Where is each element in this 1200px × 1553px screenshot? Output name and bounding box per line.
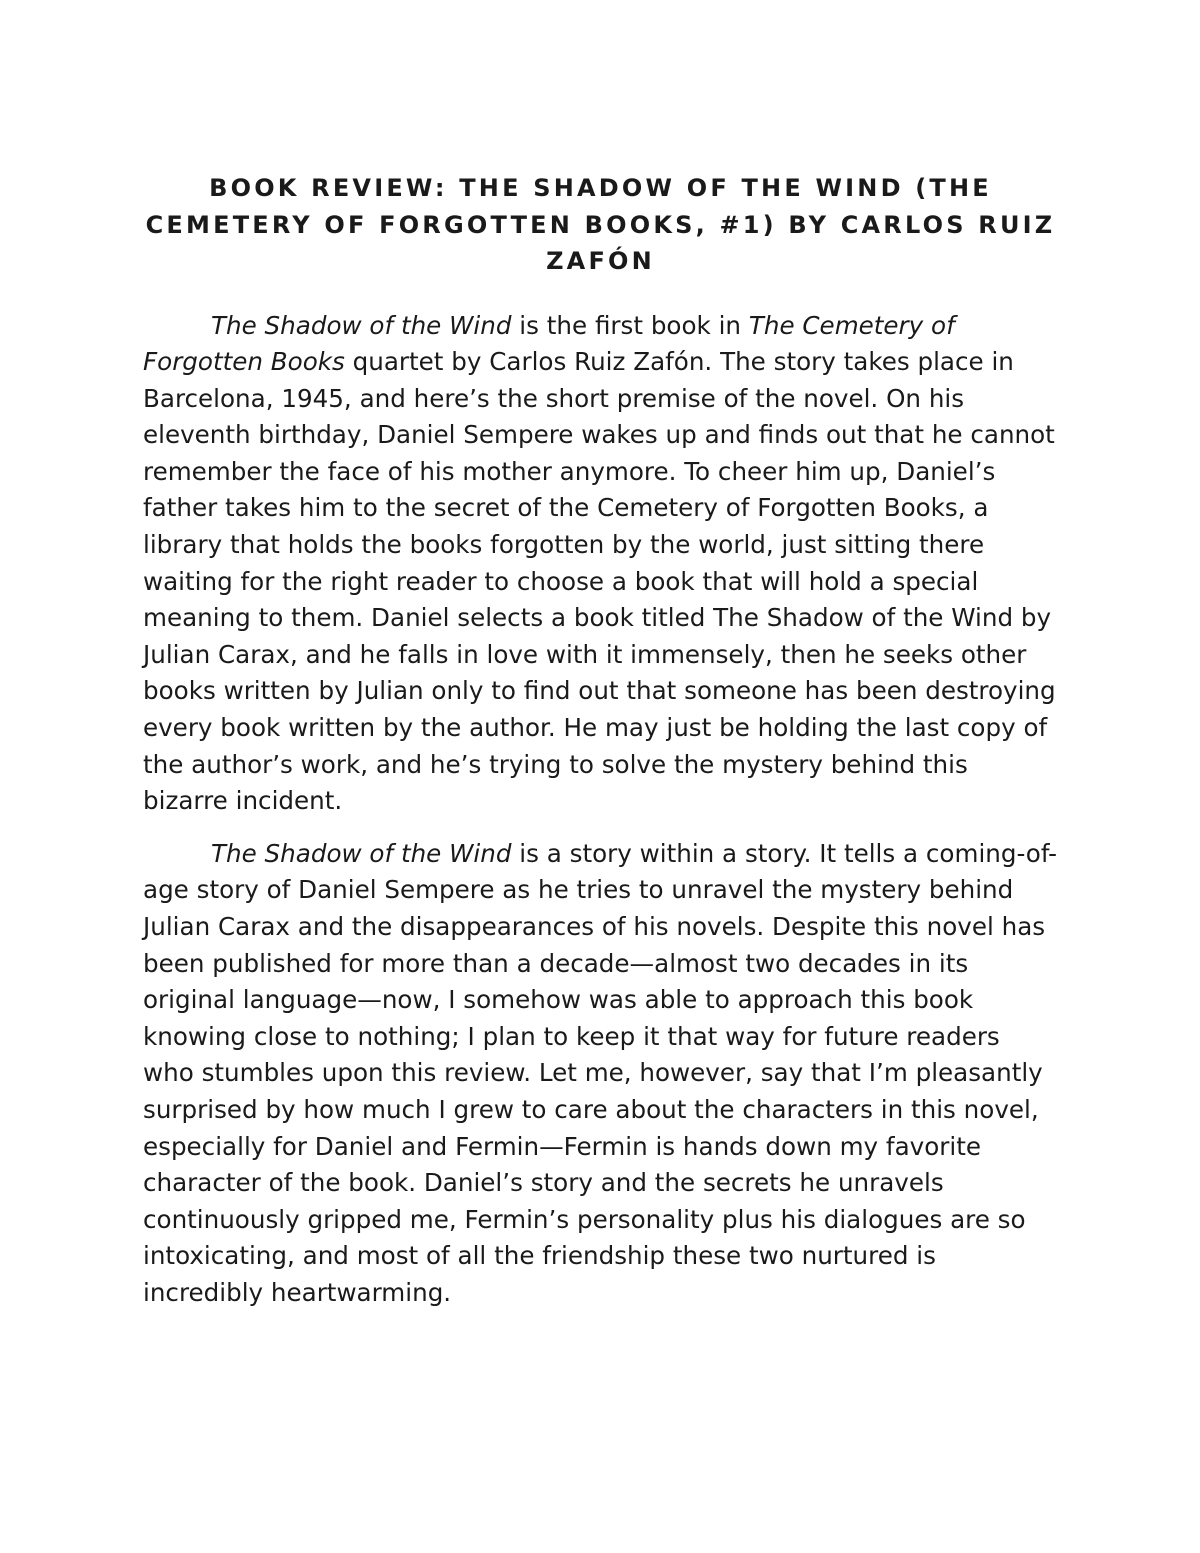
book-title-italic: The Shadow of the Wind [211, 310, 512, 340]
series-title-italic: The Cemetery of Forgotten Books [143, 310, 955, 377]
document-title: BOOK REVIEW: THE SHADOW OF THE WIND (THE CEMETERY OF FORGOTTEN BOOKS, #1) BY CARLOS RUIZ ZAFÓN [145, 174, 1056, 275]
review-paragraph-2 [143, 836, 1058, 1312]
document-body [143, 170, 1058, 1328]
paragraph-text: quartet by Carlos Ruiz Zafón. The story takes place in Barcelona, 1945, and here’s the short premise of the novel. On his eleventh birthday, Daniel Sempere wakes up and finds out that he cannot remember the face of his mother anymore. To cheer him up, Daniel’s father takes him to the secret of the Cemetery of Forgotten Books, a library that holds the books forgotten by the world, just sitting there waiting for the right reader to choose a book that will hold a special meaning to them. Daniel selects a book titled The Shadow of the Wind by Julian Carax, and he falls in love with it immensely, then he seeks other books written by Julian only to find out that someone has been destroying every book written by the author. He may just be holding the last copy of the author’s work, and he’s trying to solve the mystery behind this bizarre incident. [143, 347, 1056, 816]
paragraph-text: is a story within a story. It tells a coming-of-age story of Daniel Sempere as he tries to unravel the mystery behind Julian Carax and the disappearances of his novels. Despite this novel has been published for more than a decade—almost two decades in its original language—now, I somehow was able to approach this book knowing close to nothing; I plan to keep it that way for future readers who stumbles upon this review. Let me, however, say that I’m pleasantly surprised by how much I grew to care about the characters in this novel, especially for Daniel and Fermin—Fermin is hands down my favorite character of the book. Daniel’s story and the secrets he unravels continuously gripped me, Fermin’s personality plus his dialogues are so intoxicating, and most of all the friendship these two nurtured is incredibly heartwarming. [143, 838, 1058, 1307]
paragraph-text: is the first book in [511, 310, 749, 340]
book-title-italic: The Shadow of the Wind [211, 838, 512, 868]
review-paragraph-1 [143, 308, 1058, 820]
